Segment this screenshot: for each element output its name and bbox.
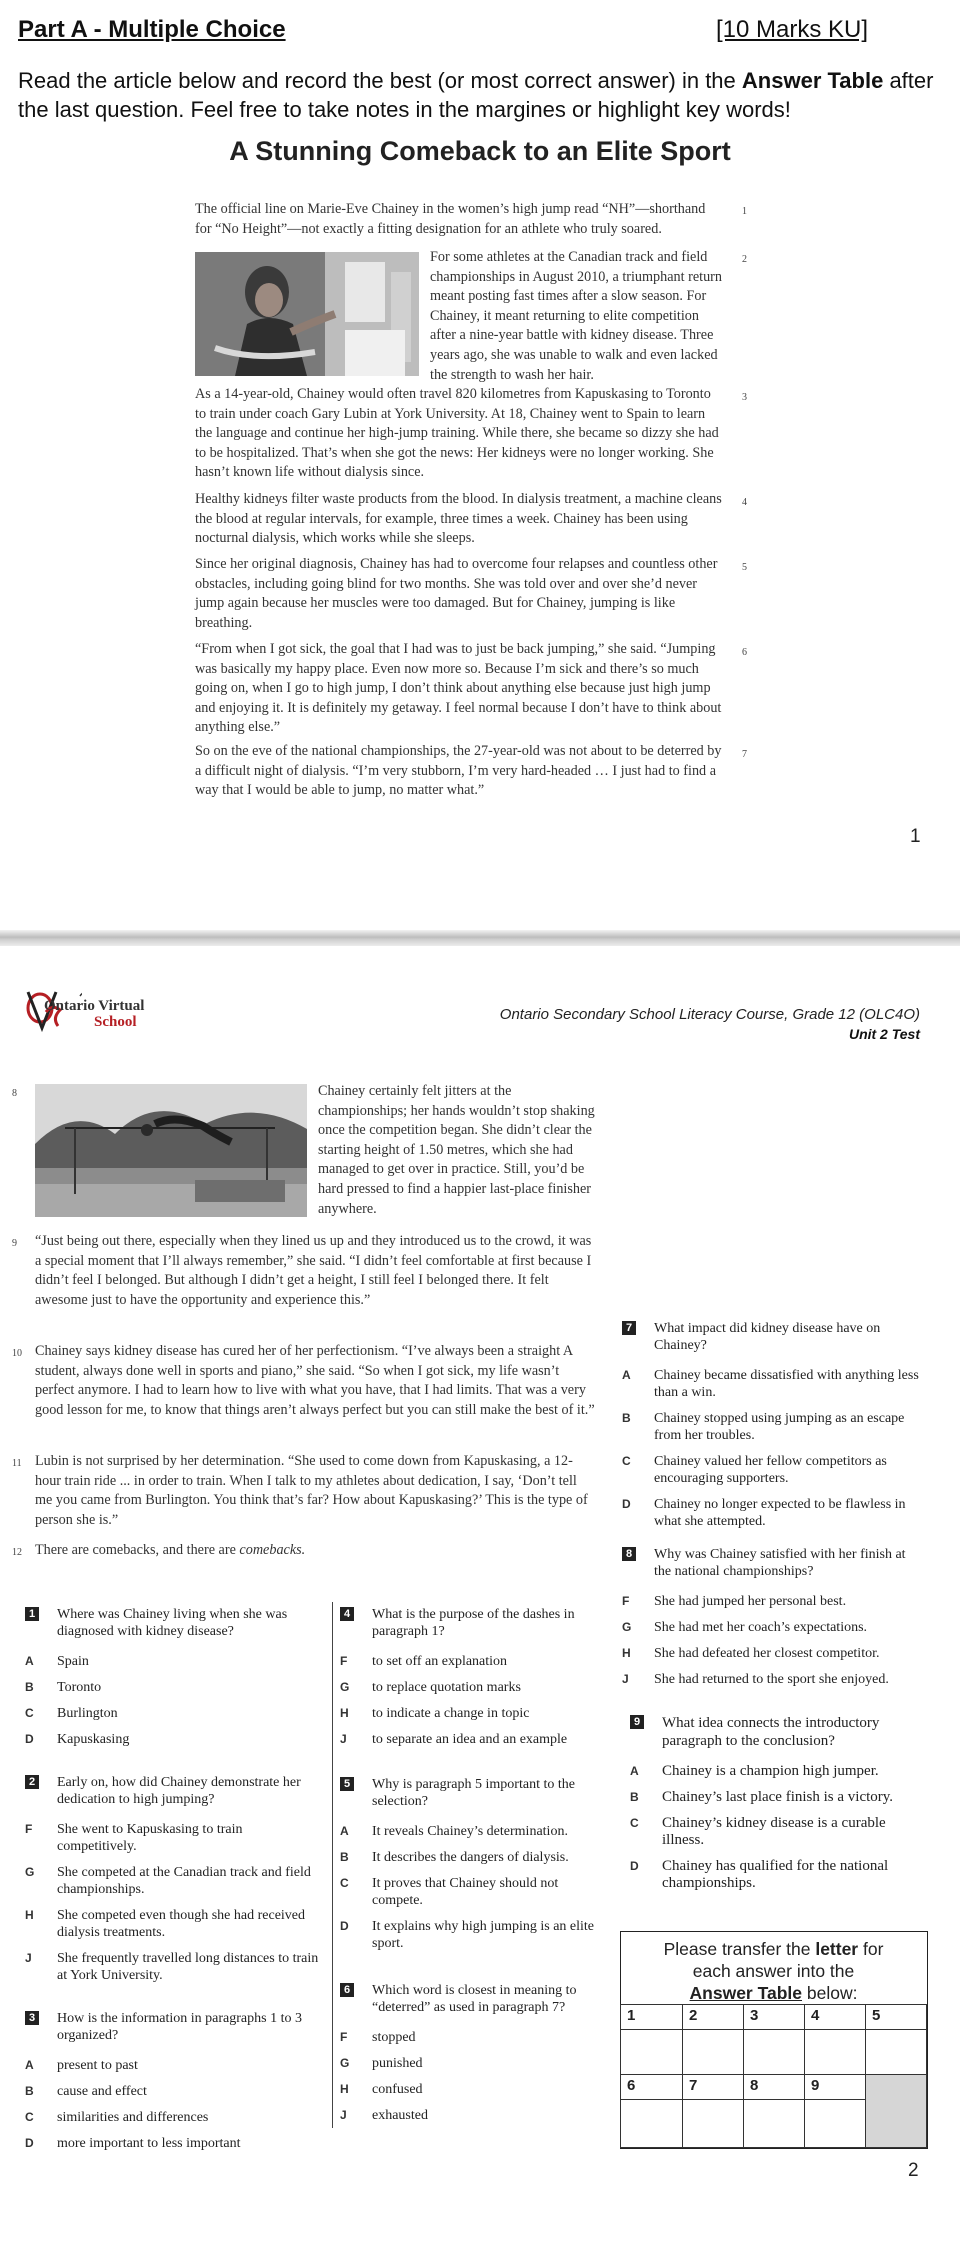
question-8 bbox=[622, 1546, 922, 1688]
instructions-answer-table: Answer Table bbox=[741, 68, 884, 93]
option-letter: A bbox=[630, 1764, 639, 1778]
option-text: She had returned to the sport she enjoyed. bbox=[654, 1672, 889, 1687]
answer-option[interactable] bbox=[25, 1864, 325, 1898]
question-7 bbox=[622, 1320, 922, 1530]
paragraph-9: “Just being out there, especially when they lined us up and they introduced us to the crowd, it was a special moment that I’ll always remember,” she said. “I didn’t feel comfortable at first because I didn’t feel I belonged. But although I didn’t get a height, I still feel I belonged there. It felt awesome just to have the opportunity and experience this.” bbox=[35, 1233, 592, 1308]
option-text: She frequently travelled long distances to train at York University. bbox=[57, 1951, 319, 1983]
question-text: How is the information in paragraphs 1 to 3 organized? bbox=[57, 2011, 302, 2043]
option-text: She had defeated her closest competitor. bbox=[654, 1646, 880, 1661]
option-letter: A bbox=[25, 1654, 34, 1668]
answer-cell-3[interactable] bbox=[743, 2029, 805, 2075]
answer-option[interactable] bbox=[622, 1367, 922, 1401]
question-text: What is the purpose of the dashes in paragraph 1? bbox=[372, 1607, 575, 1639]
option-text: She competed at the Canadian track and field championships. bbox=[57, 1865, 311, 1897]
question-number: 5 bbox=[340, 1777, 354, 1791]
high-jump-photo bbox=[35, 1084, 307, 1217]
answer-option[interactable] bbox=[630, 1789, 930, 1806]
paragraph-number: 2 bbox=[742, 254, 747, 265]
option-letter: J bbox=[25, 1951, 32, 1965]
article-title: A Stunning Comeback to an Elite Sport bbox=[229, 136, 731, 166]
option-text: She competed even though she had received dialysis treatments. bbox=[57, 1908, 306, 1940]
option-text: Chainey valued her fellow competitors as encouraging supporters. bbox=[654, 1454, 887, 1486]
option-text: Chainey is a champion high jumper. bbox=[662, 1763, 879, 1779]
option-text: exhausted bbox=[372, 2108, 428, 2123]
question-text: What idea connects the introductory paragraph to the conclusion? bbox=[662, 1715, 880, 1749]
answer-cell-7[interactable] bbox=[682, 2099, 744, 2148]
option-text: confused bbox=[372, 2082, 423, 2097]
unit-title: Unit 2 Test bbox=[848, 1026, 920, 1042]
option-text: punished bbox=[372, 2056, 423, 2071]
answer-label: 9 bbox=[804, 2074, 866, 2100]
paragraph-12-text: There are comebacks, and there are bbox=[35, 1542, 240, 1558]
answer-label: 3 bbox=[743, 2004, 805, 2030]
option-letter: C bbox=[25, 2110, 34, 2124]
answer-option[interactable] bbox=[340, 1705, 610, 1722]
answer-label: 6 bbox=[620, 2074, 683, 2100]
option-text: She went to Kapuskasing to train competitively. bbox=[57, 1822, 243, 1854]
option-text: It explains why high jumping is an elite sport. bbox=[372, 1919, 595, 1951]
option-letter: H bbox=[340, 2082, 349, 2096]
answer-cell-2[interactable] bbox=[682, 2029, 744, 2075]
option-text: It proves that Chainey should not compete. bbox=[372, 1876, 559, 1908]
ans-line1: Please transfer the bbox=[663, 1939, 816, 1959]
paragraph-10: Chainey says kidney disease has cured her of her perfectionism. “I’ve always been a straight A student, always done well in sports and piano,” she said. “So when I got sick, my life wasn’t perfect anymore. I had to learn how to live with what you have, that I had limits. That was a very good lesson for me, to know that things aren’t always perfect but you can still make the best of it.” bbox=[35, 1343, 595, 1418]
option-letter: A bbox=[622, 1368, 631, 1382]
question-number: 4 bbox=[340, 1607, 354, 1621]
paragraph-7: So on the eve of the national championships, the 27-year-old was not about to be deterred by a difficult night of dialysis. “I’m very stubborn, I’m very hard-headed … I just had to find a way that I would be able to jump, no matter what.” bbox=[195, 743, 722, 799]
answer-option[interactable] bbox=[622, 1645, 922, 1662]
option-letter: G bbox=[340, 1680, 350, 1694]
question-text: Why is paragraph 5 important to the selection? bbox=[372, 1777, 575, 1809]
answer-option[interactable] bbox=[25, 2057, 325, 2074]
course-title: Ontario Secondary School Literacy Course, Grade 12 (OLC4O) bbox=[499, 1006, 920, 1023]
paragraph-number: 6 bbox=[742, 647, 747, 658]
answer-option[interactable] bbox=[622, 1593, 922, 1610]
answer-option[interactable] bbox=[340, 1679, 610, 1696]
answer-option[interactable] bbox=[622, 1496, 922, 1530]
question-number: 8 bbox=[622, 1547, 636, 1561]
paragraph-12 bbox=[35, 1541, 595, 1561]
paragraph-number: 1 bbox=[742, 206, 747, 217]
answer-cell-4[interactable] bbox=[804, 2029, 866, 2075]
option-letter: G bbox=[340, 2056, 350, 2070]
option-letter: J bbox=[622, 1672, 629, 1686]
answer-option[interactable] bbox=[340, 1653, 610, 1670]
dialysis-photo bbox=[195, 252, 419, 376]
option-text: to replace quotation marks bbox=[372, 1680, 521, 1695]
paragraph-2: For some athletes at the Canadian track and field championships in August 2010, a triumphant return meant posting fast times after a slow season. For Chainey, it meant returning to elite competition after a nine-year battle with kidney disease. Three years ago, she was unable to walk and even lacked the strength to wash her hair. bbox=[430, 249, 722, 383]
option-text: Burlington bbox=[57, 1706, 118, 1721]
answer-label: 1 bbox=[620, 2004, 683, 2030]
answer-table bbox=[620, 1931, 928, 2149]
ans-line3-underlined: Answer Table bbox=[689, 1983, 803, 2003]
option-letter: B bbox=[630, 1790, 639, 1804]
answer-label: 7 bbox=[682, 2074, 744, 2100]
ans-line1-bold: letter bbox=[815, 1939, 859, 1959]
answer-cell-8[interactable] bbox=[743, 2099, 805, 2148]
option-letter: D bbox=[622, 1497, 631, 1511]
option-letter: G bbox=[622, 1620, 632, 1634]
question-number: 7 bbox=[622, 1321, 636, 1335]
option-text: Toronto bbox=[57, 1680, 102, 1695]
paragraph-1: The official line on Marie-Eve Chainey in the women’s high jump read “NH”—shorthand for “No Height”—not exactly a fitting designation for an athlete who truly soared. bbox=[195, 201, 706, 237]
answer-option[interactable] bbox=[25, 1907, 325, 1941]
question-number: 1 bbox=[25, 1607, 39, 1621]
logo-text-school: School bbox=[94, 1014, 137, 1030]
question-number: 2 bbox=[25, 1775, 39, 1789]
answer-option[interactable] bbox=[25, 2109, 325, 2126]
answer-option[interactable] bbox=[340, 1823, 610, 1840]
question-2 bbox=[25, 1774, 325, 1984]
option-text: present to past bbox=[57, 2058, 138, 2073]
option-letter: H bbox=[25, 1908, 34, 1922]
answer-option[interactable] bbox=[340, 1875, 610, 1909]
question-number: 9 bbox=[630, 1715, 644, 1729]
answer-option[interactable] bbox=[630, 1858, 930, 1892]
question-9 bbox=[630, 1714, 930, 1892]
option-text: similarities and differences bbox=[57, 2110, 209, 2125]
option-letter: H bbox=[622, 1646, 631, 1660]
question-text: Why was Chainey satisfied with her finish at the national championships? bbox=[654, 1547, 906, 1579]
option-letter: G bbox=[25, 1865, 35, 1879]
page-number: 1 bbox=[910, 826, 921, 847]
ans-line1-end: for bbox=[858, 1939, 884, 1959]
answer-option[interactable] bbox=[25, 1821, 325, 1855]
ans-line3-end: below: bbox=[802, 1983, 858, 2003]
page-2 bbox=[0, 946, 960, 2249]
answer-option[interactable] bbox=[340, 2055, 610, 2072]
option-letter: F bbox=[25, 1822, 33, 1836]
question-5 bbox=[340, 1776, 610, 1952]
option-letter: B bbox=[622, 1411, 631, 1425]
option-text: to indicate a change in topic bbox=[372, 1706, 530, 1721]
answer-option[interactable] bbox=[622, 1453, 922, 1487]
answer-option[interactable] bbox=[25, 1653, 325, 1670]
paragraph-number: 3 bbox=[742, 392, 747, 403]
question-4 bbox=[340, 1606, 610, 1748]
answer-cell-6[interactable] bbox=[620, 2099, 683, 2148]
answer-table-instructions bbox=[621, 1932, 926, 2004]
answer-option[interactable] bbox=[25, 1705, 325, 1722]
instructions-text: Read the article below and record the best (or most correct answer) in the bbox=[18, 68, 742, 93]
option-text: cause and effect bbox=[57, 2084, 147, 2099]
question-number: 6 bbox=[340, 1983, 354, 1997]
option-text: Chainey no longer expected to be flawless in what she attempted. bbox=[654, 1497, 906, 1529]
answer-option[interactable] bbox=[25, 1950, 325, 1984]
option-text: She had jumped her personal best. bbox=[654, 1594, 847, 1609]
paragraph-number: 7 bbox=[742, 749, 747, 760]
answer-option[interactable] bbox=[340, 1731, 610, 1748]
answer-option[interactable] bbox=[340, 1918, 610, 1952]
question-6 bbox=[340, 1982, 610, 2124]
answer-option[interactable] bbox=[25, 1731, 325, 1748]
option-text: Spain bbox=[57, 1654, 89, 1669]
option-text: It describes the dangers of dialysis. bbox=[372, 1850, 569, 1865]
option-text: stopped bbox=[372, 2030, 416, 2045]
marks-label: [10 Marks KU] bbox=[715, 16, 868, 43]
option-text: to separate an idea and an example bbox=[372, 1732, 568, 1747]
page-separator bbox=[0, 930, 960, 946]
paragraph-6: “From when I got sick, the goal that I had was to just be back jumping,” she said. “Jumping was basically my happy place. Even now more so. Because I’m sick and there’s so much going on, when I go to high jump, I don’t think about anything else because just high jump and enjoying it. It is definitely my getaway. I feel normal because I don’t have to think about anything else.” bbox=[195, 641, 722, 736]
option-text: Kapuskasing bbox=[57, 1732, 130, 1747]
option-text: She had met her coach’s expectations. bbox=[654, 1620, 868, 1635]
option-text: to set off an explanation bbox=[372, 1654, 508, 1669]
answer-option[interactable] bbox=[25, 2135, 325, 2152]
option-text: Chainey’s last place finish is a victory. bbox=[662, 1789, 894, 1805]
answer-cell-5[interactable] bbox=[865, 2029, 927, 2075]
logo-text: Ontario Virtual bbox=[44, 998, 145, 1014]
instructions bbox=[18, 66, 948, 124]
option-letter: D bbox=[340, 1919, 349, 1933]
paragraph-11: Lubin is not surprised by her determination. “She used to come down from Kapuskasing, a 12-hour train ride ... in order to train. When I talk to my athletes about dedication, I say, ‘Don’t tell me you came from Burlington. You think that’s far? How about Kapuskasing?’ This is the type of person she is.” bbox=[35, 1453, 588, 1528]
column-divider bbox=[332, 1602, 333, 2128]
answer-cell-9[interactable] bbox=[804, 2099, 866, 2148]
question-1 bbox=[25, 1606, 325, 1748]
answer-option[interactable] bbox=[630, 1763, 930, 1780]
answer-option[interactable] bbox=[340, 2107, 610, 2124]
question-text: Where was Chainey living when she was diagnosed with kidney disease? bbox=[57, 1607, 288, 1639]
option-letter: A bbox=[25, 2058, 34, 2072]
option-text: It reveals Chainey’s determination. bbox=[372, 1824, 568, 1839]
answer-option[interactable] bbox=[340, 2081, 610, 2098]
answer-label: 2 bbox=[682, 2004, 744, 2030]
option-letter: B bbox=[25, 1680, 34, 1694]
paragraph-8: Chainey certainly felt jitters at the championships; her hands wouldn’t stop shaking once the competition began. She didn’t clear the starting height of 1.50 metres, which she had managed to get over in practice. Still, you’d be hard pressed to find a happier last-place finisher anywhere. bbox=[318, 1083, 595, 1217]
paragraph-number: 11 bbox=[12, 1458, 22, 1469]
option-letter: F bbox=[340, 1654, 348, 1668]
option-text: Chainey became dissatisfied with anything less than a win. bbox=[654, 1368, 919, 1400]
answer-option[interactable] bbox=[340, 2029, 610, 2046]
option-letter: B bbox=[340, 1850, 349, 1864]
answer-option[interactable] bbox=[622, 1671, 922, 1688]
question-3 bbox=[25, 2010, 325, 2152]
paragraph-number: 10 bbox=[12, 1348, 22, 1359]
answer-option[interactable] bbox=[25, 2083, 325, 2100]
answer-label: 8 bbox=[743, 2074, 805, 2100]
option-letter: D bbox=[630, 1859, 639, 1873]
instructions-text-end: after the last question. Feel free to take notes in the margines or highlight key words! bbox=[18, 68, 934, 122]
paragraph-number: 12 bbox=[12, 1547, 22, 1558]
option-letter: F bbox=[622, 1594, 630, 1608]
page-1 bbox=[0, 0, 960, 930]
paragraph-3: As a 14-year-old, Chainey would often travel 820 kilometres from Kapuskasing to Toronto to train under coach Gary Lubin at York University. At 18, Chainey went to Spain to learn the language and continue her high-jump training. While there, she became so dizzy she had to be hospitalized. That’s when she got the news: Her kidneys were no longer working. She hasn’t known life without dialysis since. bbox=[195, 386, 719, 481]
option-letter: D bbox=[25, 2136, 34, 2150]
paragraph-number: 5 bbox=[742, 562, 747, 573]
ans-line2: each answer into the bbox=[692, 1961, 855, 1981]
answer-option[interactable] bbox=[622, 1410, 922, 1444]
page-number: 2 bbox=[908, 2160, 919, 2181]
question-text: What impact did kidney disease have on Chainey? bbox=[654, 1321, 881, 1353]
answer-cell-1[interactable] bbox=[620, 2029, 683, 2075]
question-text: Which word is closest in meaning to “deterred” as used in paragraph 7? bbox=[372, 1983, 577, 2015]
option-text: Chainey has qualified for the national championships. bbox=[662, 1858, 889, 1891]
option-letter: A bbox=[340, 1824, 349, 1838]
question-number: 3 bbox=[25, 2011, 39, 2025]
option-letter: B bbox=[25, 2084, 34, 2098]
option-letter: J bbox=[340, 1732, 347, 1746]
option-text: Chainey’s kidney disease is a curable illness. bbox=[662, 1815, 886, 1848]
option-letter: C bbox=[622, 1454, 631, 1468]
option-text: Chainey stopped using jumping as an escape from her troubles. bbox=[654, 1411, 905, 1443]
answer-label: 5 bbox=[865, 2004, 927, 2030]
unused-cell bbox=[865, 2074, 927, 2148]
question-text: Early on, how did Chainey demonstrate her dedication to high jumping? bbox=[57, 1775, 301, 1807]
option-letter: H bbox=[340, 1706, 349, 1720]
paragraph-number: 9 bbox=[12, 1238, 17, 1249]
section-title: Part A - Multiple Choice bbox=[18, 16, 286, 43]
option-letter: C bbox=[25, 1706, 34, 1720]
answer-label: 4 bbox=[804, 2004, 866, 2030]
answer-option[interactable] bbox=[340, 1849, 610, 1866]
answer-option[interactable] bbox=[25, 1679, 325, 1696]
option-letter: C bbox=[630, 1816, 639, 1830]
option-letter: D bbox=[25, 1732, 34, 1746]
paragraph-number: 4 bbox=[742, 497, 747, 508]
option-letter: F bbox=[340, 2030, 348, 2044]
option-letter: J bbox=[340, 2108, 347, 2122]
paragraph-number: 8 bbox=[12, 1088, 17, 1099]
paragraph-5: Since her original diagnosis, Chainey has had to overcome four relapses and countless other obstacles, including going blind for two months. She was told over and over she’d never jump again because her muscles were too damaged. But for Chainey, jumping is like breathing. bbox=[195, 556, 718, 631]
paragraph-12-italic: comebacks. bbox=[239, 1542, 306, 1558]
answer-option[interactable] bbox=[630, 1815, 930, 1849]
option-text: more important to less important bbox=[57, 2136, 241, 2151]
option-letter: C bbox=[340, 1876, 349, 1890]
paragraph-4: Healthy kidneys filter waste products from the blood. In dialysis treatment, a machine cleans the blood at regular intervals, for example, three times a week. Chainey has been using nocturnal dialysis, which works while she sleeps. bbox=[195, 491, 722, 547]
answer-option[interactable] bbox=[622, 1619, 922, 1636]
